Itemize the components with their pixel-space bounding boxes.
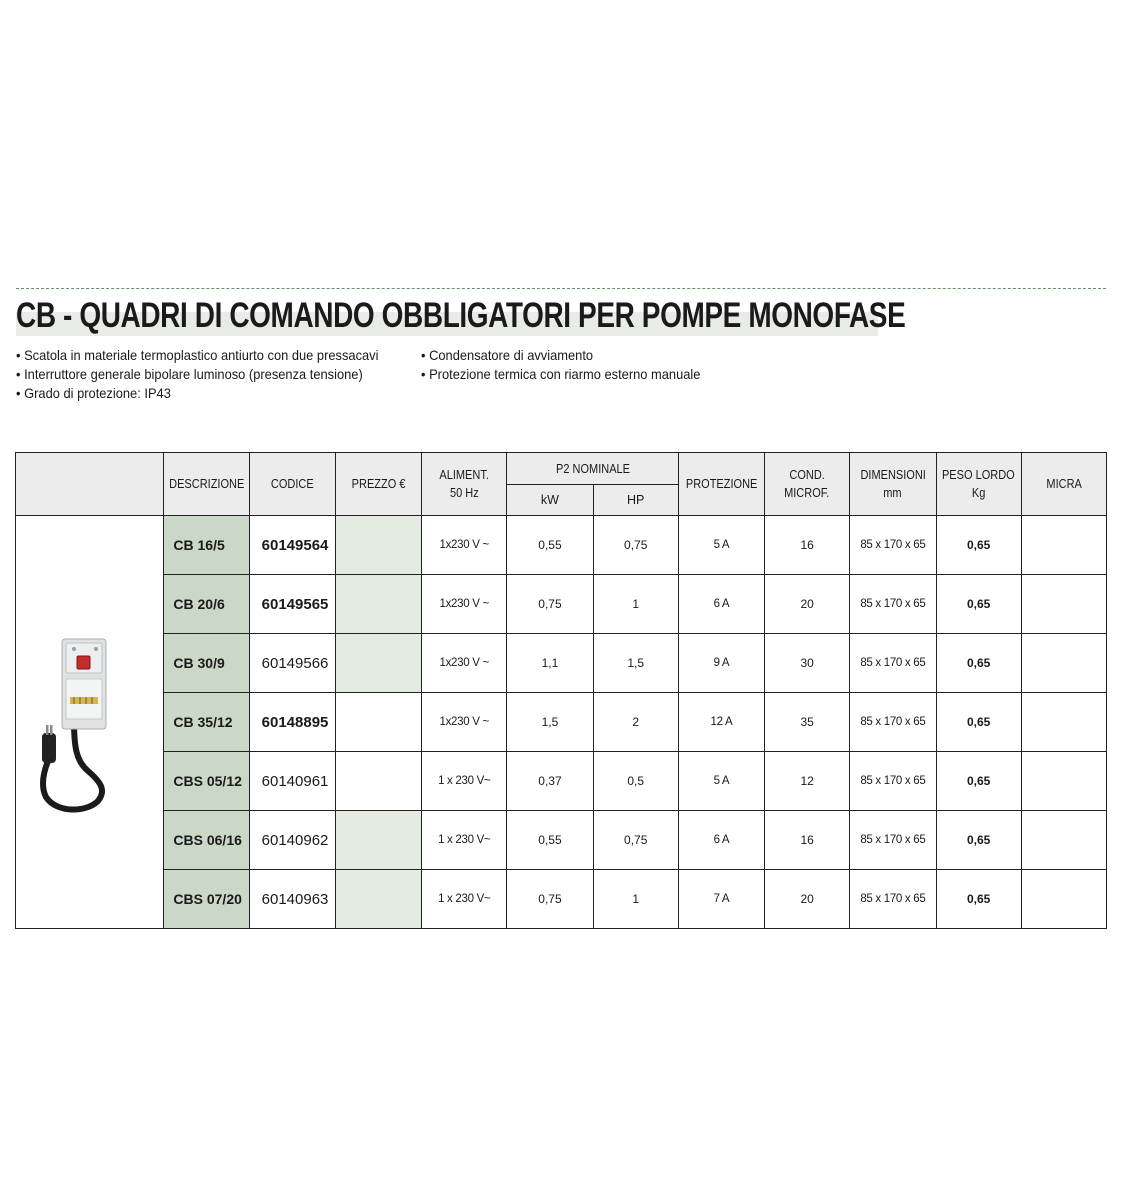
cell-prezzo xyxy=(335,575,421,634)
cell-descrizione: CB 35/12 xyxy=(164,693,249,752)
cell-aliment: 1 x 230 V~ xyxy=(422,811,507,870)
feature-item: • Grado di protezione: IP43 xyxy=(16,384,378,403)
header-kw: kW xyxy=(507,485,593,516)
cell-kw: 1,5 xyxy=(507,693,593,752)
header-protezione: PROTEZIONE xyxy=(678,453,764,516)
cell-protezione: 5 A xyxy=(678,516,764,575)
cell-protezione: 6 A xyxy=(678,811,764,870)
control-box-image xyxy=(16,621,164,821)
feature-item: • Scatola in materiale termoplastico antiurto con due pressacavi xyxy=(16,346,378,365)
header-peso-lordo: PESO LORDO Kg xyxy=(936,453,1021,516)
feature-item: • Interruttore generale bipolare luminoso (presenza tensione) xyxy=(16,365,378,384)
cell-hp: 0,5 xyxy=(593,752,678,811)
cell-descrizione: CB 30/9 xyxy=(164,634,249,693)
cell-micra xyxy=(1021,811,1106,870)
cell-kw: 0,37 xyxy=(507,752,593,811)
cell-kw: 0,55 xyxy=(507,516,593,575)
cell-prezzo xyxy=(335,634,421,693)
cell-codice: 60140963 xyxy=(249,870,335,929)
cell-codice: 60140961 xyxy=(249,752,335,811)
page-title: CB - QUADRI DI COMANDO OBBLIGATORI PER POMPE MONOFASE xyxy=(16,296,906,335)
cell-prezzo xyxy=(335,693,421,752)
cell-cond: 20 xyxy=(765,575,850,634)
cell-peso: 0,65 xyxy=(936,634,1021,693)
cell-hp: 0,75 xyxy=(593,516,678,575)
cell-dimensioni: 85 x 170 x 65 xyxy=(850,693,936,752)
header-hp: HP xyxy=(593,485,678,516)
cell-descrizione: CBS 06/16 xyxy=(164,811,249,870)
table-row xyxy=(16,516,1107,575)
cell-peso: 0,65 xyxy=(936,693,1021,752)
cell-peso: 0,65 xyxy=(936,811,1021,870)
cell-codice: 60149566 xyxy=(249,634,335,693)
cell-dimensioni: 85 x 170 x 65 xyxy=(850,516,936,575)
feature-item: • Protezione termica con riarmo esterno manuale xyxy=(421,365,700,384)
cell-cond: 16 xyxy=(765,811,850,870)
cell-hp: 2 xyxy=(593,693,678,752)
feature-item: • Condensatore di avviamento xyxy=(421,346,700,365)
table-row xyxy=(16,870,1107,929)
dashed-divider xyxy=(16,288,1106,289)
cell-aliment: 1x230 V ~ xyxy=(422,516,507,575)
cell-micra xyxy=(1021,516,1106,575)
cell-prezzo xyxy=(335,516,421,575)
cell-aliment: 1x230 V ~ xyxy=(422,693,507,752)
cell-descrizione: CB 20/6 xyxy=(164,575,249,634)
table-row xyxy=(16,693,1107,752)
header-codice: CODICE xyxy=(249,453,335,516)
table-row xyxy=(16,752,1107,811)
cell-dimensioni: 85 x 170 x 65 xyxy=(850,870,936,929)
cell-hp: 0,75 xyxy=(593,811,678,870)
product-table xyxy=(15,452,1107,929)
cell-aliment: 1x230 V ~ xyxy=(422,575,507,634)
cell-micra xyxy=(1021,752,1106,811)
table-row xyxy=(16,634,1107,693)
cell-prezzo xyxy=(335,870,421,929)
cell-cond: 35 xyxy=(765,693,850,752)
cell-micra xyxy=(1021,634,1106,693)
cell-kw: 1,1 xyxy=(507,634,593,693)
cell-cond: 12 xyxy=(765,752,850,811)
cell-protezione: 9 A xyxy=(678,634,764,693)
table-row xyxy=(16,811,1107,870)
cell-protezione: 5 A xyxy=(678,752,764,811)
cell-hp: 1 xyxy=(593,575,678,634)
header-p2-nominale: P2 NOMINALE xyxy=(507,453,678,485)
cell-dimensioni: 85 x 170 x 65 xyxy=(850,634,936,693)
cell-micra xyxy=(1021,575,1106,634)
cell-codice: 60148895 xyxy=(249,693,335,752)
cell-cond: 20 xyxy=(765,870,850,929)
cell-protezione: 12 A xyxy=(678,693,764,752)
cell-peso: 0,65 xyxy=(936,752,1021,811)
cell-peso: 0,65 xyxy=(936,516,1021,575)
cell-descrizione: CBS 07/20 xyxy=(164,870,249,929)
cell-prezzo xyxy=(335,752,421,811)
cell-cond: 30 xyxy=(765,634,850,693)
cell-aliment: 1 x 230 V~ xyxy=(422,752,507,811)
header-aliment: ALIMENT. 50 Hz xyxy=(422,453,507,516)
cell-cond: 16 xyxy=(765,516,850,575)
cell-protezione: 7 A xyxy=(678,870,764,929)
header-micra: MICRA xyxy=(1021,453,1106,516)
cell-protezione: 6 A xyxy=(678,575,764,634)
table-row xyxy=(16,575,1107,634)
cell-aliment: 1 x 230 V~ xyxy=(422,870,507,929)
cell-micra xyxy=(1021,693,1106,752)
cell-kw: 0,75 xyxy=(507,870,593,929)
cell-codice: 60149565 xyxy=(249,575,335,634)
header-image xyxy=(16,453,164,516)
cell-aliment: 1x230 V ~ xyxy=(422,634,507,693)
cell-descrizione: CBS 05/12 xyxy=(164,752,249,811)
cell-prezzo xyxy=(335,811,421,870)
cell-dimensioni: 85 x 170 x 65 xyxy=(850,752,936,811)
cell-peso: 0,65 xyxy=(936,575,1021,634)
header-prezzo: PREZZO € xyxy=(335,453,421,516)
header-descrizione: DESCRIZIONE xyxy=(164,453,249,516)
cell-micra xyxy=(1021,870,1106,929)
cell-dimensioni: 85 x 170 x 65 xyxy=(850,811,936,870)
cell-hp: 1,5 xyxy=(593,634,678,693)
cell-descrizione: CB 16/5 xyxy=(164,516,249,575)
header-dimensioni: DIMENSIONI mm xyxy=(850,453,936,516)
features-left xyxy=(16,346,378,403)
cell-kw: 0,75 xyxy=(507,575,593,634)
cell-dimensioni: 85 x 170 x 65 xyxy=(850,575,936,634)
cell-hp: 1 xyxy=(593,870,678,929)
cell-codice: 60149564 xyxy=(249,516,335,575)
header-cond-microf: COND. MICROF. xyxy=(765,453,850,516)
cell-peso: 0,65 xyxy=(936,870,1021,929)
features-right xyxy=(421,346,700,384)
cell-codice: 60140962 xyxy=(249,811,335,870)
product-image xyxy=(16,516,164,929)
cell-kw: 0,55 xyxy=(507,811,593,870)
